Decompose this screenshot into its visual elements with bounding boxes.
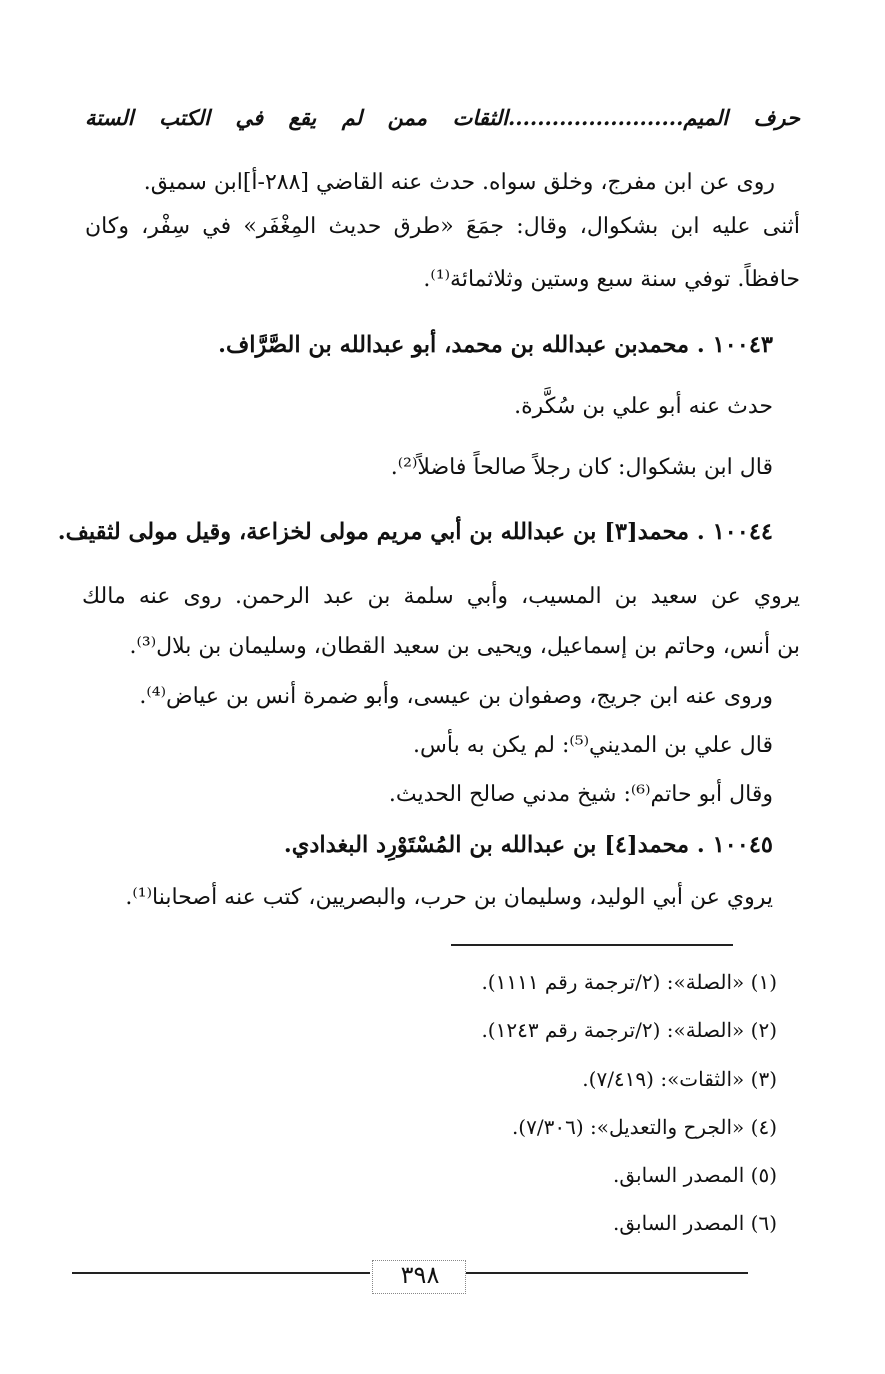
footnote: (٤) «الجرح والتعديل»: (٧/٣٠٦). (511, 1115, 777, 1139)
body-line: وقال أبو حاتم⁽⁶⁾: شيخ مدني صالح الحديث. (388, 782, 773, 807)
footnote-separator (451, 944, 733, 946)
body-line: يروي عن أبي الوليد، وسليمان بن حرب، والبصريين، كتب عنه أصحابنا⁽¹⁾. (125, 885, 773, 910)
body-line: أثنى عليه ابن بشكوال، وقال: جمَعَ «طرق حديث المِغْفَر» في سِفْر، وكان (85, 214, 800, 239)
footnote: (٥) المصدر السابق. (613, 1163, 777, 1187)
footnote: (٢) «الصلة»: (٢/ترجمة رقم ١٢٤٣). (481, 1018, 777, 1042)
footnote: (٣) «الثقات»: (٧/٤١٩). (582, 1067, 777, 1091)
footnote: (١) «الصلة»: (٢/ترجمة رقم ١١١١). (481, 970, 777, 994)
running-header: حرف الميم........................الثقات ممن لم يقع في الكتب الستة (85, 105, 800, 130)
body-line: روى عن ابن مفرج، وخلق سواه. حدث عنه القاضي [٢٨٨-أ]ابن سميق. (143, 170, 775, 195)
footnote: (٦) المصدر السابق. (613, 1211, 777, 1235)
entry-heading: ١٠٠٤٣ . محمدبن عبدالله بن محمد، أبو عبدالله بن الصَّرَّاف. (218, 332, 773, 358)
body-line: وروى عنه ابن جريج، وصفوان بن عيسى، وأبو ضمرة أنس بن عياض⁽⁴⁾. (139, 684, 773, 709)
footer-rule-right (466, 1272, 748, 1274)
body-line: يروي عن سعيد بن المسيب، وأبي سلمة بن عبد الرحمن. روى عنه مالك (82, 584, 800, 609)
entry-heading: ١٠٠٤٥ . محمد[٤] بن عبدالله بن المُسْتَوْرِد البغدادي. (283, 832, 773, 858)
page-number: ٣٩٨ (400, 1261, 440, 1289)
footer-rule-left (72, 1272, 370, 1274)
body-line: حافظاً. توفي سنة سبع وستين وثلاثمائة⁽¹⁾. (423, 267, 800, 292)
body-line: بن أنس، وحاتم بن إسماعيل، ويحيى بن سعيد القطان، وسليمان بن بلال⁽³⁾. (129, 634, 800, 659)
body-line: حدث عنه أبو علي بن سُكَّرة. (514, 394, 773, 419)
body-line: قال علي بن المديني⁽⁵⁾: لم يكن به بأس. (413, 733, 773, 758)
body-line: قال ابن بشكوال: كان رجلاً صالحاً فاضلاً⁽²⁾. (390, 455, 773, 480)
entry-heading: ١٠٠٤٤ . محمد[٣] بن عبدالله بن أبي مريم مولى لخزاعة، وقيل مولى لثقيف. (57, 519, 773, 545)
